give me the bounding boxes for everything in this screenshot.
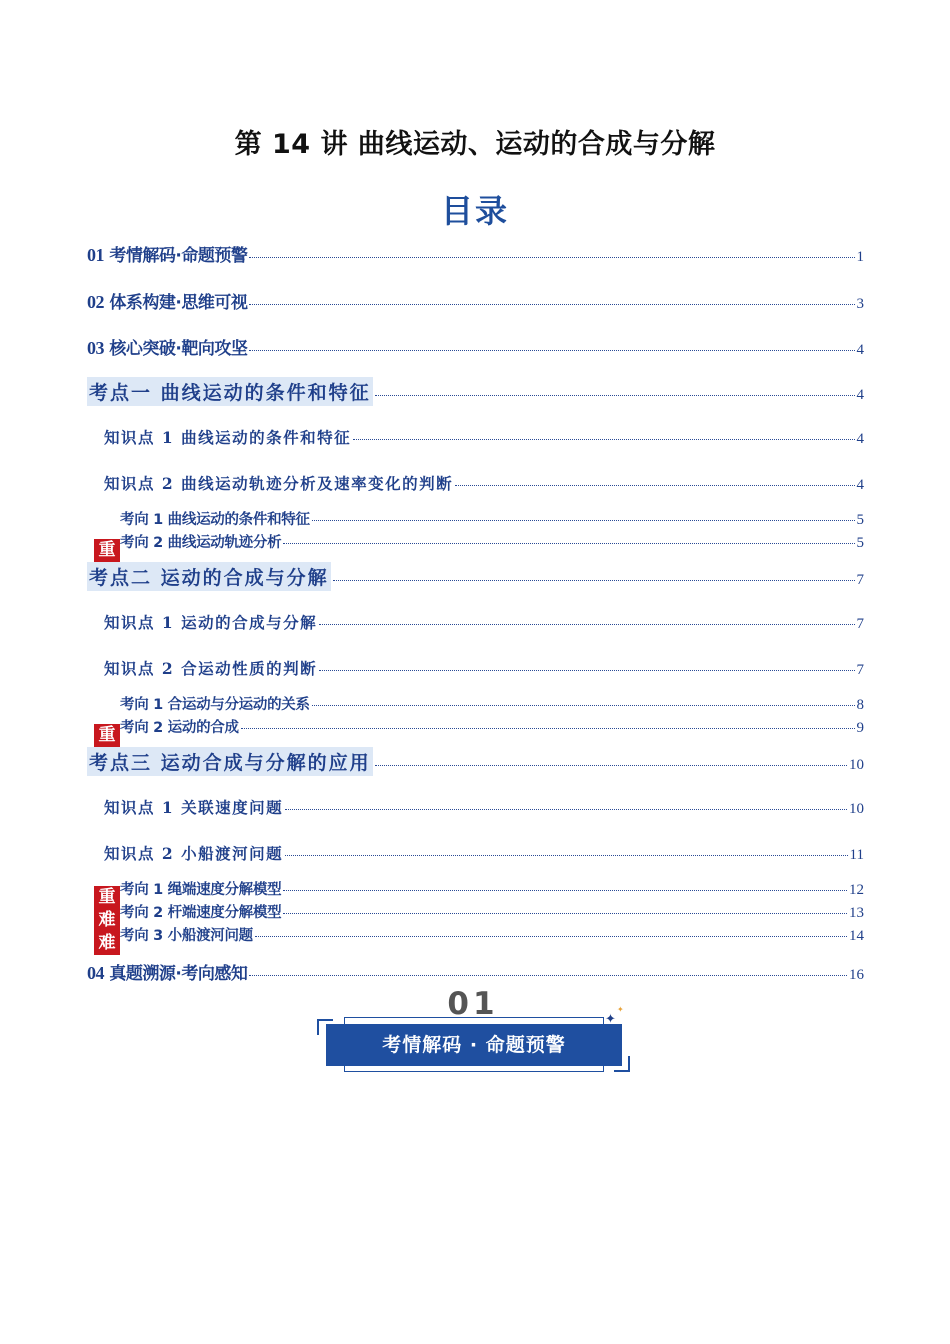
toc-zhishidian-2-2[interactable] [104, 657, 864, 679]
toc-leader-dots [283, 542, 854, 544]
toc-label: 03 核心突破·靶向攻坚 [87, 338, 248, 359]
toc-page-number: 3 [856, 296, 864, 312]
toc-leader-dots [312, 519, 855, 521]
toc-page-number: 5 [856, 512, 864, 528]
toc-zhishidian-2-1[interactable] [104, 611, 864, 633]
toc-leader-dots [312, 704, 855, 706]
toc-leader-dots [255, 935, 847, 937]
toc-label: 考向 2 杆端速度分解模型 [120, 905, 282, 921]
toc-leader-dots [353, 438, 854, 440]
toc-kaoxiang-2-1[interactable] [120, 693, 864, 714]
toc-kaoxiang-2-2[interactable] [120, 716, 864, 737]
toc-label: 考向 1 合运动与分运动的关系 [120, 697, 310, 713]
toc-kaoxiang-3-2[interactable] [120, 901, 864, 922]
toc-zhishidian-3-2[interactable] [104, 842, 864, 864]
toc-label: 考向 1 绳端速度分解模型 [120, 882, 282, 898]
toc-page-number: 8 [856, 697, 864, 713]
toc-page-number: 1 [856, 249, 864, 265]
toc-page-number: 5 [856, 535, 864, 551]
page-title: 第 14 讲 曲线运动、运动的合成与分解 [234, 129, 716, 160]
toc-page-number: 4 [856, 342, 864, 358]
toc-leader-dots [319, 669, 854, 671]
toc-leader-dots [375, 764, 847, 766]
toc-kaoxiang-1-1[interactable] [120, 508, 864, 529]
toc-page-number: 13 [849, 905, 864, 921]
toc-label: 知识点 1 曲线运动的条件和特征 [104, 428, 352, 447]
toc-kaoxiang-1-2[interactable] [120, 531, 864, 552]
toc-leader-dots [375, 394, 855, 396]
toc-page-number: 4 [856, 477, 864, 493]
section-banner: 考情解码 · 命题预警 [326, 1024, 622, 1066]
toc-section-02[interactable] [87, 288, 864, 313]
sparkle-icon: ✦ [605, 1012, 616, 1027]
toc-label: 考向 2 运动的合成 [120, 720, 239, 736]
toc-label: 知识点 1 关联速度问题 [104, 798, 284, 817]
toc-label: 考向 1 曲线运动的条件和特征 [120, 512, 310, 528]
toc-page-number: 12 [849, 882, 864, 898]
toc-zhishidian-1-2[interactable] [104, 472, 864, 494]
toc-page-number: 14 [849, 928, 864, 944]
toc-page-number: 10 [849, 757, 864, 773]
toc-page-number: 4 [856, 387, 864, 403]
toc-page-number: 7 [856, 572, 864, 588]
toc-section-01[interactable] [87, 241, 864, 266]
difficulty-tag: 难 [94, 909, 120, 932]
toc-label: 知识点 2 曲线运动轨迹分析及速率变化的判断 [104, 474, 454, 493]
toc-leader-dots [333, 579, 855, 581]
toc-heading: 目录 [440, 192, 509, 230]
toc-page-number: 7 [856, 662, 864, 678]
toc-section-04[interactable] [87, 959, 864, 984]
toc-label: 02 体系构建·思维可视 [87, 292, 248, 313]
toc-kaoxiang-3-1[interactable] [120, 878, 864, 899]
toc-kaodian-3[interactable] [87, 747, 864, 776]
toc-zhishidian-1-1[interactable] [104, 426, 864, 448]
toc-leader-dots [249, 349, 854, 351]
toc-leader-dots [285, 808, 847, 810]
key-point-tag: 重 [94, 886, 120, 909]
toc-page-number: 4 [856, 431, 864, 447]
toc-label: 考向 3 小船渡河问题 [120, 928, 253, 944]
toc-leader-dots [249, 256, 854, 258]
difficulty-tag: 难 [94, 932, 120, 955]
toc-leader-dots [241, 727, 855, 729]
toc-kaodian-2[interactable] [87, 562, 864, 591]
toc-leader-dots [249, 303, 854, 305]
toc-zhishidian-3-1[interactable] [104, 796, 864, 818]
toc-label: 知识点 2 小船渡河问题 [104, 844, 284, 863]
section-number: 01 [447, 986, 499, 1022]
toc-label: 知识点 1 运动的合成与分解 [104, 613, 318, 632]
toc-leader-dots [249, 974, 847, 976]
toc-label: 知识点 2 合运动性质的判断 [104, 659, 318, 678]
toc-page-number: 9 [856, 720, 864, 736]
toc-leader-dots [283, 912, 847, 914]
toc-label: 04 真题溯源·考向感知 [87, 963, 248, 984]
toc-kaodian-1[interactable] [87, 377, 864, 406]
toc-leader-dots [283, 889, 847, 891]
toc-page-number: 10 [849, 801, 864, 817]
toc-label: 考点三 运动合成与分解的应用 [87, 747, 373, 776]
key-point-tag: 重 [94, 724, 120, 747]
toc-section-03[interactable] [87, 334, 864, 359]
sparkle-icon: ✦ [617, 1005, 624, 1014]
toc-label: 考点一 曲线运动的条件和特征 [87, 377, 373, 406]
toc-page-number: 7 [856, 616, 864, 632]
toc-kaoxiang-3-3[interactable] [120, 924, 864, 945]
toc-leader-dots [285, 854, 847, 856]
toc-leader-dots [319, 623, 854, 625]
toc-label: 考点二 运动的合成与分解 [87, 562, 331, 591]
toc-label: 考向 2 曲线运动轨迹分析 [120, 535, 282, 551]
toc-leader-dots [455, 484, 854, 486]
toc-label: 01 考情解码·命题预警 [87, 245, 248, 266]
toc-page-number: 11 [849, 847, 864, 863]
key-point-tag: 重 [94, 539, 120, 562]
toc-page-number: 16 [849, 967, 864, 983]
